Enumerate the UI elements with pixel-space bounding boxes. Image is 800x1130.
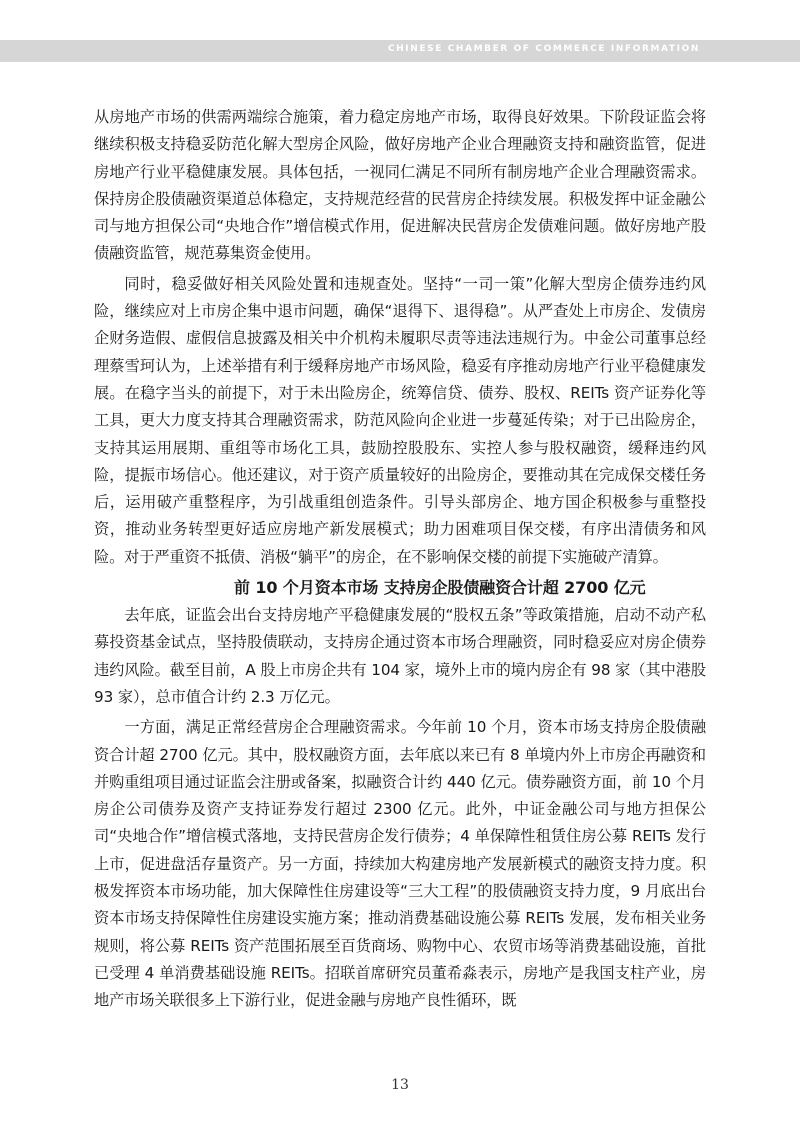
publication-title: CHINESE CHAMBER OF COMMERCE INFORMATION [387,44,700,54]
body-paragraph: 一方面，满足正常经营房企合理融资需求。今年前 10 个月，资本市场支持房企股债融资合计超 2700 亿元。其中，股权融资方面，去年底以来已有 8 单境内外上市房企再融资和并购重组项目通过证监会注册或备案，拟融资合计约 440 亿元。债券融资方面，前 10 个月房企公司债券及资产支持证券发行超过 2300 亿元。此外，中证金融公司与地方担保公司“央地合作”增信模式落地，支持民营房企发行债券；4 单保障性租赁住房公募 REITs 发行上市，促进盘活存量资产。另一方面，持续加大构建房地产发展新模式的融资支持力度。积极发挥资本市场功能，加大保障性住房建设等“三大工程”的股债融资支持力度，9 月底出台资本市场支持保障性住房建设实施方案；推动消费基础设施公募 REITs 发展，发布相关业务规则，将公募 REITs 资产范围拓展至百货商场、购物中心、农贸市场等消费基础设施，首批已受理 4 单消费基础设施 REITs。招联首席研究员董希淼表示，房地产是我国支柱产业，房地产市场关联很多上下游行业，促进金融与房地产良性循环，既 [94,718,706,1010]
body-paragraph: 同时，稳妥做好相关风险处置和违规查处。坚持“一司一策”化解大型房企债券违约风险，继续应对上市房企集中退市问题，确保“退得下、退得稳”。从严查处上市房企、发债房企财务造假、虚假信息披露及相关中介机构未履职尽责等违法违规行为。中金公司董事总经理蔡雪珂认为，上述举措有利于缓释房地产市场风险，稳妥有序推动房地产行业平稳健康发展。在稳字当头的前提下，对于未出险房企，统筹信贷、债券、股权、REITs 资产证券化等工具，更大力度支持其合理融资需求，防范风险向企业进一步蔓延传染；对于已出险房企，支持其运用展期、重组等市场化工具，鼓励控股股东、实控人参与股权融资，缓释违约风险，提振市场信心。他还建议，对于资产质量较好的出险房企，要推动其在完成保交楼任务后，运用破产重整程序，为引战重组创造条件。引导头部房企、地方国企积极参与重整投资，推动业务转型更好适应房地产新发展模式；助力困难项目保交楼，有序出清债务和风险。对于严重资不抵债、消极“躺平”的房企，在不影响保交楼的前提下实施破产清算。 [94,274,706,566]
article-body [94,104,706,1018]
body-paragraph: 去年底，证监会出台支持房地产平稳健康发展的“股权五条”等政策措施，启动不动产私募投资基金试点，坚持股债联动，支持房企通过资本市场合理融资，同时稳妥应对房企债券违约风险。截至目前，A 股上市房企共有 104 家，境外上市的境内房企有 98 家（其中港股 93 家），总市值合计约 2.3 万亿元。 [94,606,706,706]
body-paragraph-continued: 从房地产市场的供需两端综合施策，着力稳定房地产市场，取得良好效果。下阶段证监会将继续积极支持稳妥防范化解大型房企风险，做好房地产企业合理融资支持和融资监管，促进房地产行业平稳健康发展。具体包括，一视同仁满足不同所有制房地产企业合理融资需求。保持房企股债融资渠道总体稳定，支持规范经营的民营房企持续发展。积极发挥中证金融公司与地方担保公司“央地合作”增信模式作用，促进解决民营房企发债难问题。做好房地产股债融资监管，规范募集资金使用。 [94,108,706,263]
page-number: 13 [391,1077,409,1093]
section-heading: 前 10 个月资本市场 支持房企股债融资合计超 2700 亿元 [234,578,646,598]
